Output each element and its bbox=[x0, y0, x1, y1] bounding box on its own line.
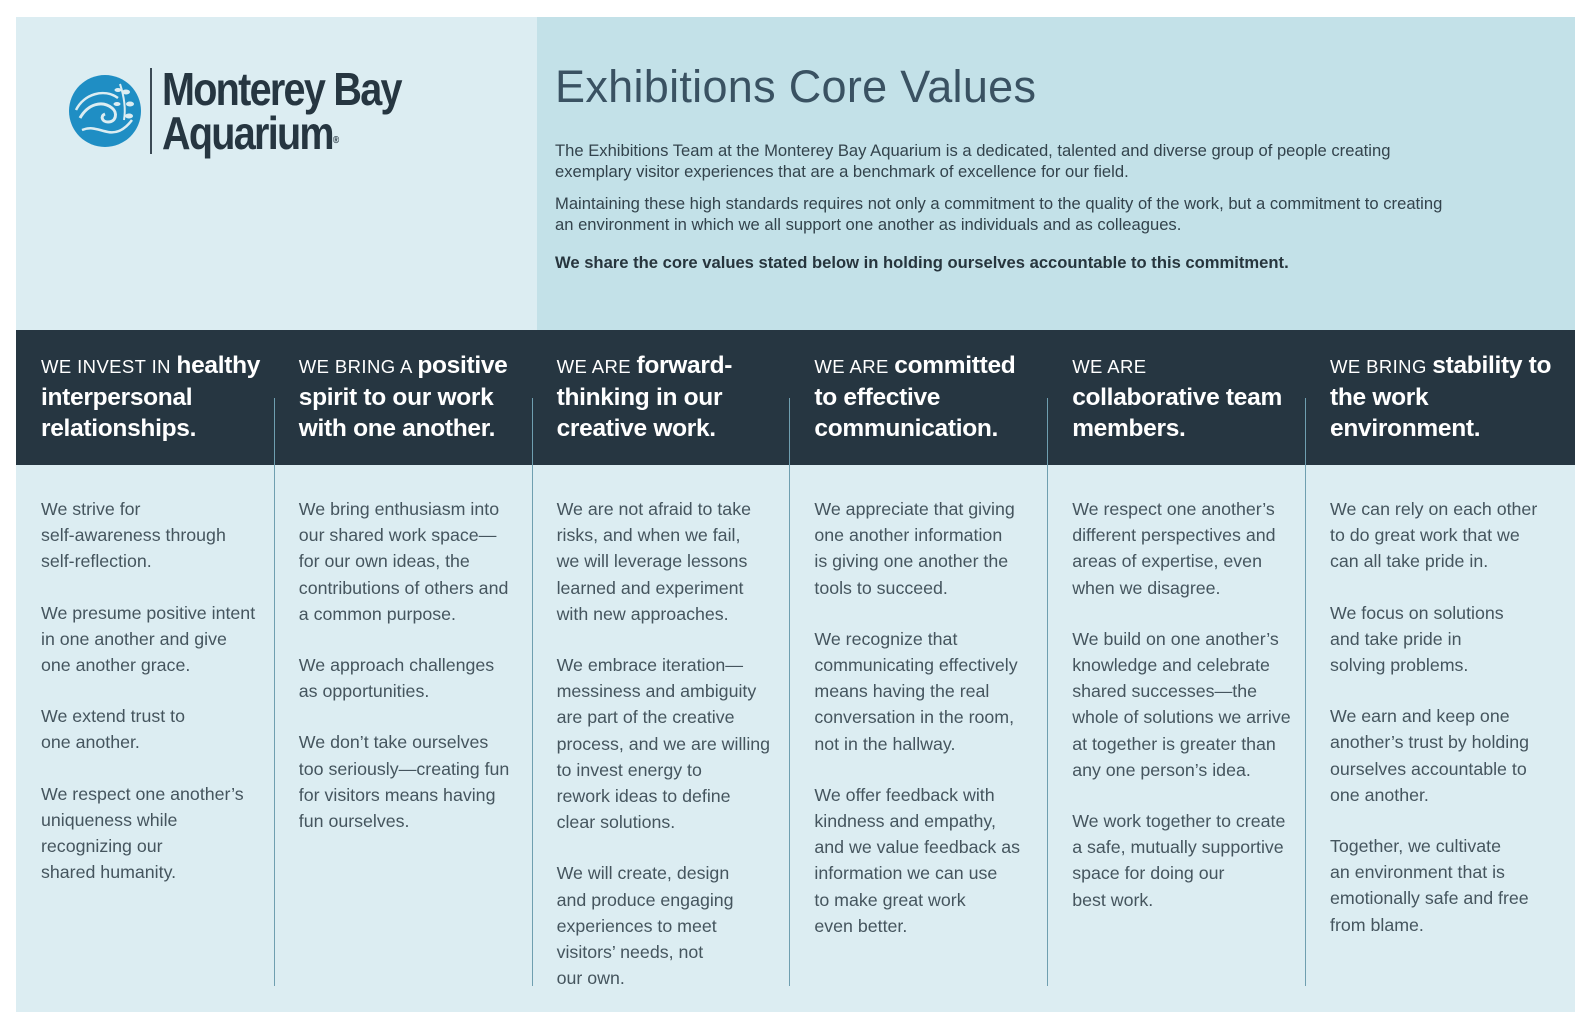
value-statement: We embrace iteration— messiness and ambiguity are part of the creative process, and we are willing to invest energy to rework ideas to define clear solutions. bbox=[556, 655, 771, 833]
intro-paragraph-2: Maintaining these high standards requires not only a commitment to the quality of the work, but a commitment to creating an environment in which we all support one another as individuals and as colleagues. bbox=[555, 194, 1443, 234]
page-title: Exhibitions Core Values bbox=[555, 61, 1037, 112]
value-column bbox=[1305, 330, 1562, 1012]
value-statements bbox=[814, 496, 1044, 964]
brand-wordmark bbox=[162, 63, 401, 159]
value-heading-emphasis: healthy interpersonal relationships. bbox=[41, 352, 261, 442]
value-statement: We recognize that communicating effectively means having the real conversation in the room, not in the hallway. bbox=[814, 628, 1018, 754]
value-statement: We approach challenges as opportunities. bbox=[298, 655, 495, 702]
value-statement: We earn and keep one another’s trust by holding ourselves accountable to one another. bbox=[1330, 706, 1530, 805]
brand-logo bbox=[68, 63, 440, 159]
value-statements bbox=[299, 496, 529, 859]
column-divider bbox=[1305, 398, 1306, 986]
value-statements bbox=[557, 496, 787, 1016]
value-column bbox=[274, 330, 531, 1012]
value-heading-prefix: WE ARE bbox=[1072, 356, 1147, 377]
value-statement: We extend trust to one another. bbox=[41, 706, 185, 753]
value-column bbox=[789, 330, 1046, 1012]
intro-text bbox=[555, 140, 1455, 284]
value-heading-emphasis: forward-thinking in our creative work. bbox=[556, 352, 733, 442]
value-statement: We respect one another’s different perspectives and areas of expertise, even when we disagree. bbox=[1072, 499, 1276, 598]
value-heading bbox=[41, 350, 266, 444]
value-statement: We will create, design and produce engaging experiences to meet visitors’ needs, not our own. bbox=[556, 863, 734, 989]
value-heading-emphasis: positive spirit to our work with one another. bbox=[298, 352, 508, 442]
value-heading-prefix: WE BRING A bbox=[298, 356, 418, 377]
value-statement: Together, we cultivate an environment that is emotionally safe and free from blame. bbox=[1330, 836, 1529, 935]
value-heading-prefix: WE INVEST IN bbox=[41, 356, 177, 377]
value-statement: We focus on solutions and take pride in solving problems. bbox=[1330, 602, 1504, 676]
column-divider bbox=[274, 398, 275, 986]
value-statement: We appreciate that giving one another information is giving one another the tools to succeed. bbox=[814, 499, 1015, 598]
value-statement: We bring enthusiasm into our shared work space— for our own ideas, the contributions of others and a common purpose. bbox=[298, 499, 509, 624]
value-statement: We strive for self-awareness through self-reflection. bbox=[41, 499, 226, 572]
column-divider bbox=[532, 398, 533, 986]
value-heading-emphasis: collaborative team members. bbox=[1072, 384, 1282, 442]
value-heading-emphasis: committed to effective communication. bbox=[814, 352, 1016, 442]
kelp-wave-circle-icon bbox=[68, 74, 142, 148]
value-heading-prefix: WE ARE bbox=[814, 356, 895, 377]
value-statement: We are not afraid to take risks, and when we fail, we will leverage lessons learned and experiment with new approaches. bbox=[556, 499, 751, 624]
value-statement: We presume positive intent in one another and give one another grace. bbox=[41, 602, 256, 676]
value-heading bbox=[1330, 350, 1555, 444]
value-heading bbox=[299, 350, 524, 444]
value-column bbox=[16, 330, 273, 1012]
value-heading bbox=[557, 350, 782, 444]
value-statements bbox=[41, 496, 271, 910]
value-statements bbox=[1330, 496, 1560, 963]
intro-paragraph-3: We share the core values stated below in holding ourselves accountable to this commitment. bbox=[555, 253, 1289, 272]
value-statements bbox=[1072, 496, 1302, 938]
value-heading bbox=[1072, 350, 1297, 444]
value-statement: We don’t take ourselves too seriously—creating fun for visitors means having fun ourselves. bbox=[298, 732, 510, 832]
value-statement: We can rely on each other to do great work that we can all take pride in. bbox=[1330, 499, 1538, 572]
brand-line-2: Aquarium bbox=[162, 107, 333, 159]
registered-mark: ® bbox=[332, 135, 340, 146]
column-divider bbox=[1047, 398, 1048, 986]
column-divider bbox=[789, 398, 790, 986]
value-heading-prefix: WE ARE bbox=[556, 356, 637, 377]
value-statement: We work together to create a safe, mutually supportive space for doing our best work. bbox=[1072, 811, 1286, 910]
core-values-poster bbox=[16, 17, 1575, 1012]
value-heading-emphasis: stability to the work environment. bbox=[1330, 352, 1552, 442]
logo-panel bbox=[16, 17, 537, 330]
brand-line-1: Monterey Bay bbox=[162, 63, 401, 115]
logo-divider bbox=[150, 68, 152, 154]
intro-paragraph-1: The Exhibitions Team at the Monterey Bay Aquarium is a dedicated, talented and diverse group of people creating exemplary visitor experiences that are a benchmark of excellence for our field. bbox=[555, 141, 1391, 181]
value-heading bbox=[814, 350, 1039, 444]
value-statement: We offer feedback with kindness and empathy, and we value feedback as information we can use to make great work even better. bbox=[814, 784, 1021, 936]
value-column bbox=[532, 330, 789, 1012]
value-statement: We build on one another’s knowledge and celebrate shared successes—the whole of solutions we arrive at together is greater than any one person’s idea. bbox=[1072, 628, 1291, 780]
value-heading-prefix: WE BRING bbox=[1330, 356, 1433, 377]
value-column bbox=[1047, 330, 1304, 1012]
value-statement: We respect one another’s uniqueness while recognizing our shared humanity. bbox=[41, 783, 244, 883]
intro-panel bbox=[537, 17, 1575, 330]
